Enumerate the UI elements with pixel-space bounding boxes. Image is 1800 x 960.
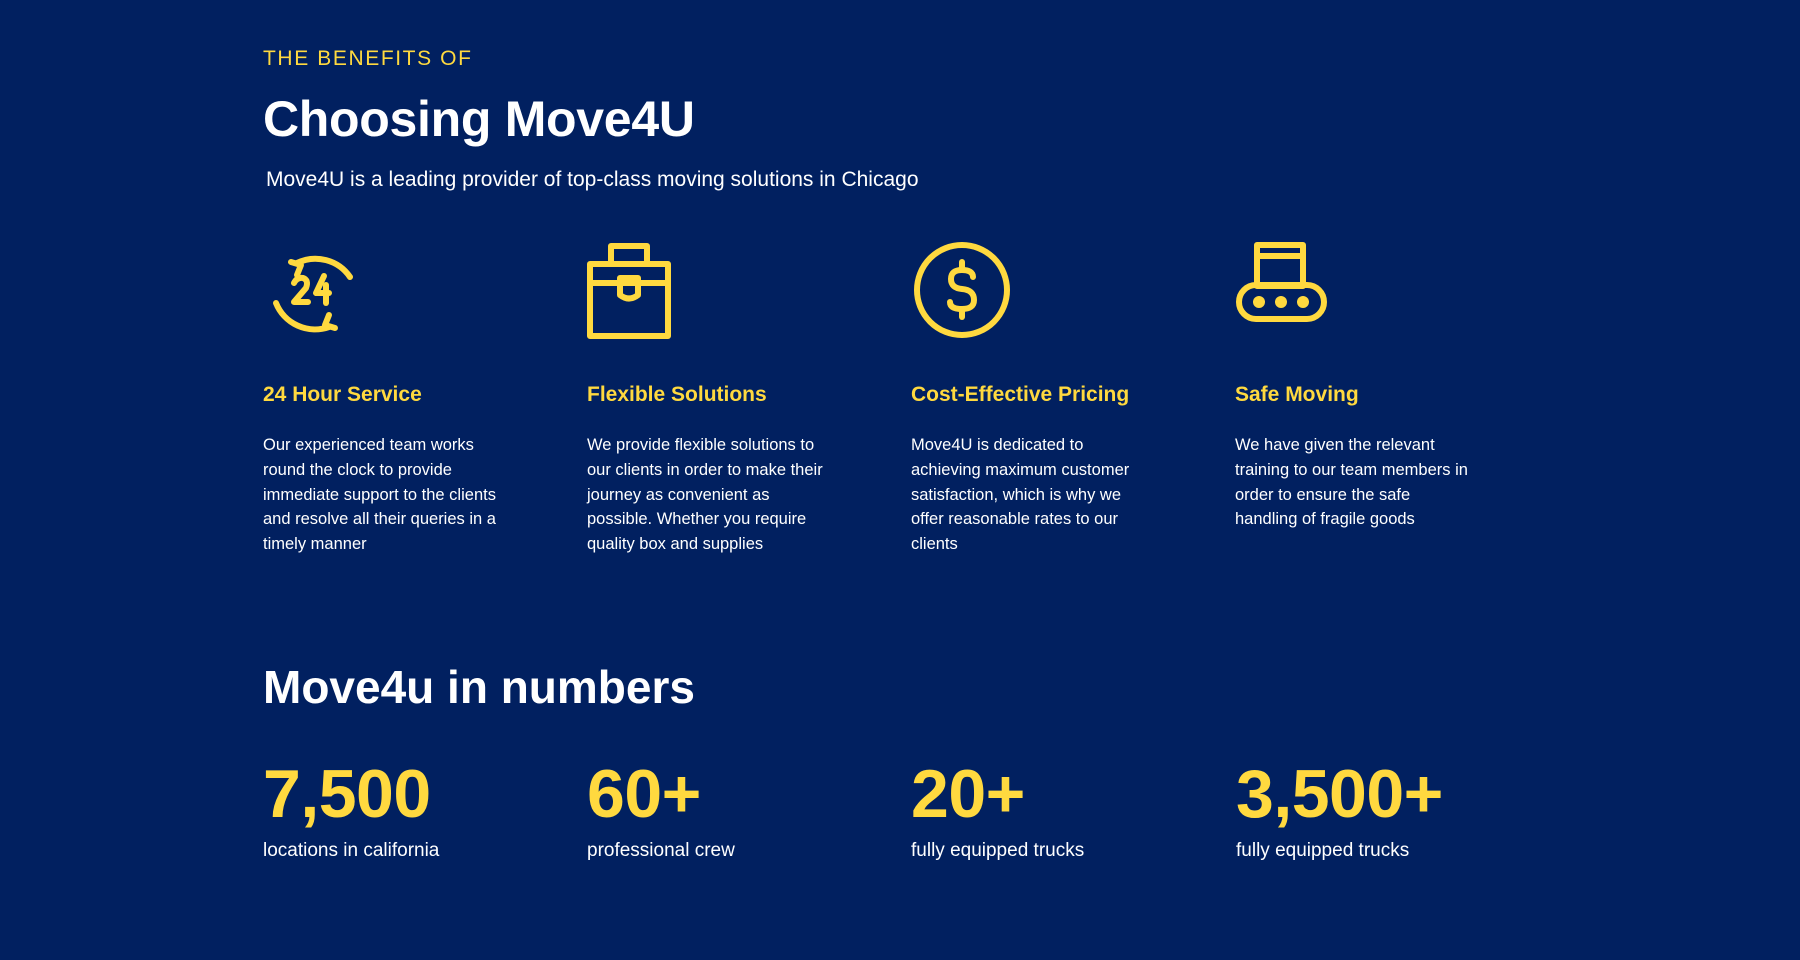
benefit-description: We provide flexible solutions to our clients in order to make their journey as convenient as possible. Whether you require quality box and supplies bbox=[587, 436, 823, 554]
benefit-description: Move4U is dedicated to achieving maximum customer satisfaction, which is why we offer reasonable rates to our clients bbox=[911, 436, 1130, 554]
section-title: Choosing Move4U bbox=[263, 91, 695, 147]
benefit-description: We have given the relevant training to our team members in order to ensure the safe handling of fragile goods bbox=[1235, 436, 1468, 529]
stat-label: fully equipped trucks bbox=[911, 840, 1085, 861]
benefit-title: Safe Moving bbox=[1235, 383, 1359, 406]
section-intro: Move4U is a leading provider of top-class moving solutions in Chicago bbox=[266, 168, 919, 191]
dollar-coin-icon bbox=[911, 240, 1011, 340]
numbers-title: Move4u in numbers bbox=[263, 661, 695, 713]
stat-crew bbox=[587, 756, 877, 862]
stat-label: fully equipped trucks bbox=[1236, 840, 1410, 861]
stats-row bbox=[263, 756, 1563, 876]
stat-trucks-2 bbox=[1236, 756, 1526, 862]
benefits-grid bbox=[263, 240, 1563, 570]
section-eyebrow: THE BENEFITS OF bbox=[263, 47, 473, 70]
24-hour-clock-icon bbox=[263, 240, 363, 340]
stat-label: locations in california bbox=[263, 840, 440, 861]
stat-locations bbox=[263, 756, 553, 862]
conveyor-box-icon bbox=[1235, 240, 1335, 340]
benefit-title: 24 Hour Service bbox=[263, 383, 422, 406]
stat-value: 3,500+ bbox=[1236, 756, 1443, 832]
benefit-title: Flexible Solutions bbox=[587, 383, 767, 406]
benefit-title: Cost-Effective Pricing bbox=[911, 383, 1130, 406]
stat-value: 60+ bbox=[587, 756, 701, 832]
briefcase-icon bbox=[587, 240, 687, 340]
stat-value: 20+ bbox=[911, 756, 1025, 832]
stat-trucks bbox=[911, 756, 1201, 862]
benefit-description: Our experienced team works round the clock to provide immediate support to the clients and resolve all their queries in a timely manner bbox=[263, 436, 496, 554]
stat-label: professional crew bbox=[587, 840, 735, 861]
stat-value: 7,500 bbox=[263, 756, 431, 832]
